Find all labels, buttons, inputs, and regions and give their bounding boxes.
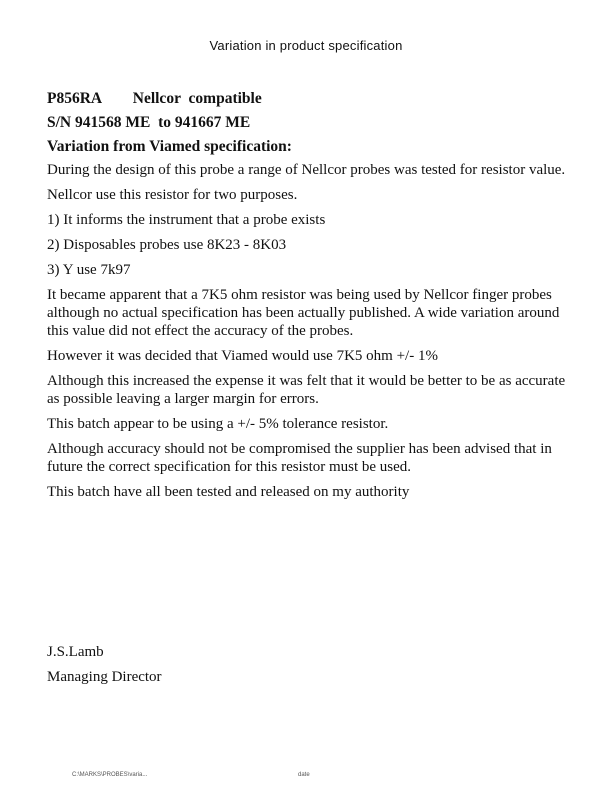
product-heading: P856RA Nellcor compatible bbox=[47, 90, 262, 107]
paragraph: This batch have all been tested and released on my authority bbox=[47, 484, 410, 500]
list-item: 2) Disposables probes use 8K23 - 8K03 bbox=[47, 237, 287, 253]
paragraph: During the design of this probe a range of Nellcor probes was tested for resistor value. bbox=[47, 162, 566, 178]
paragraph: Although accuracy should not be compromised the supplier has been advised that in future the correct specification for this resistor must be used. bbox=[47, 441, 552, 475]
paragraph: It became apparent that a 7K5 ohm resistor was being used by Nellcor finger probes although no actual specification has been actually published. A wide variation around this value did not effect the accuracy of the probes. bbox=[47, 287, 560, 339]
paragraph: Nellcor use this resistor for two purposes. bbox=[47, 187, 298, 203]
paragraph: Although this increased the expense it was felt that it would be better to be as accurate as possible leaving a larger margin for errors. bbox=[47, 373, 566, 407]
signatory-role: Managing Director bbox=[47, 669, 162, 685]
list-item: 3) Y use 7k97 bbox=[47, 262, 131, 278]
document-body bbox=[47, 89, 567, 508]
paragraph: This batch appear to be using a +/- 5% tolerance resistor. bbox=[47, 416, 389, 432]
footer-file-path: C:\MARKS\PROBES\varia... bbox=[72, 772, 148, 778]
serial-range-heading: S/N 941568 ME to 941667 ME bbox=[47, 114, 251, 131]
variation-heading: Variation from Viamed specification: bbox=[47, 138, 292, 155]
signatory-name: J.S.Lamb bbox=[47, 644, 104, 660]
footer-date: date bbox=[298, 772, 310, 778]
signature-block bbox=[47, 643, 162, 693]
list-item: 1) It informs the instrument that a probe exists bbox=[47, 212, 326, 228]
paragraph: However it was decided that Viamed would use 7K5 ohm +/- 1% bbox=[47, 348, 438, 364]
page-title: Variation in product specification bbox=[209, 38, 403, 53]
